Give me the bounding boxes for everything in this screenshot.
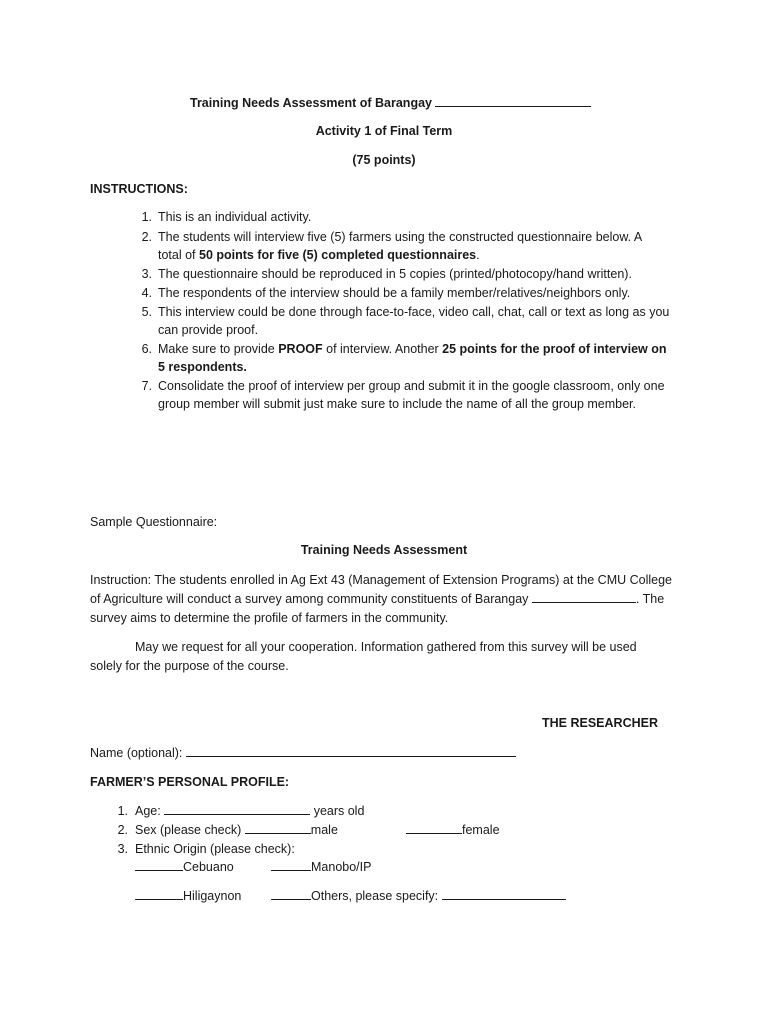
ethnic-label: Ethnic Origin (please check): <box>135 842 295 856</box>
item-number: 1. <box>141 210 152 224</box>
instruction-item <box>0 265 768 285</box>
instruction-item <box>0 228 768 266</box>
intro-line-2 <box>90 590 664 608</box>
item-number: 3. <box>117 842 128 856</box>
instruction-item <box>0 340 768 378</box>
female-option: female <box>462 823 500 837</box>
item-text: This interview could be done through face-to-face, video call, chat, call or text as long as you <box>158 305 670 319</box>
age-label: Age: <box>135 804 161 818</box>
item-text: The respondents of the interview should be a family member/relatives/neighbors only. <box>158 286 631 300</box>
manobo-blank <box>271 858 311 871</box>
cebuano-label: Cebuano <box>183 860 234 874</box>
profile-item-sex <box>0 821 768 841</box>
profile-item-ethnic <box>0 840 768 860</box>
item-text-line2: group member will submit just make sure to include the name of all the group member. <box>158 397 637 411</box>
title-text: Training Needs Assessment of Barangay <box>190 96 432 110</box>
text-run: of interview. Another <box>322 342 443 356</box>
points-heading: (75 points) <box>352 153 416 167</box>
item-number: 7. <box>141 379 152 393</box>
option-others <box>271 887 566 905</box>
profile-heading: FARMER’S PERSONAL PROFILE: <box>90 775 290 789</box>
profile-item-age <box>0 802 768 822</box>
cebuano-blank <box>135 858 183 871</box>
item-number: 6. <box>141 342 152 356</box>
text-run: . <box>476 248 480 262</box>
age-blank <box>164 802 310 815</box>
option-cebuano <box>135 858 234 876</box>
barangay-blank <box>435 94 591 107</box>
instruction-item <box>0 284 768 304</box>
signature-researcher: THE RESEARCHER <box>542 716 658 730</box>
hiligaynon-blank <box>135 887 183 900</box>
bold-run: 25 points for the proof of interview on <box>442 342 667 356</box>
instruction-item <box>0 208 768 228</box>
text-run: Make sure to provide <box>158 342 279 356</box>
document-title <box>190 94 591 112</box>
others-label: Others, please specify: <box>311 889 439 903</box>
text-run: of Agriculture will conduct a survey among community constituents of Barangay <box>90 592 529 606</box>
item-number: 4. <box>141 286 152 300</box>
item-text-line2 <box>158 246 480 264</box>
text-run: total of <box>158 248 199 262</box>
intro-line-1: Instruction: The students enrolled in Ag Ext 43 (Management of Extension Programs) at the CMU College <box>90 573 673 587</box>
activity-heading: Activity 1 of Final Term <box>315 124 453 138</box>
item-text: This is an individual activity. <box>158 210 312 224</box>
item-text-line2: 5 respondents. <box>158 360 247 374</box>
instruction-item <box>0 377 768 415</box>
item-number: 2. <box>141 230 152 244</box>
age-field <box>135 802 364 820</box>
instruction-item <box>0 303 768 341</box>
item-number: 1. <box>117 804 128 818</box>
bold-run: PROOF <box>278 342 323 356</box>
option-hiligaynon <box>135 887 241 905</box>
others-specify-blank <box>442 887 566 900</box>
female-field <box>406 821 500 839</box>
female-blank <box>406 821 462 834</box>
name-blank <box>186 744 516 757</box>
request-line-2: solely for the purpose of the course. <box>90 659 289 673</box>
item-text: The students will interview five (5) farmers using the constructed questionnaire below. A <box>158 230 643 244</box>
item-text: Consolidate the proof of interview per group and submit it in the google classroom, only one <box>158 379 665 393</box>
male-blank <box>245 821 311 834</box>
request-line-1: May we request for all your cooperation. Information gathered from this survey will be used <box>135 640 637 654</box>
male-option: male <box>310 823 338 837</box>
instructions-heading: INSTRUCTIONS: <box>90 182 188 196</box>
item-number: 5. <box>141 305 152 319</box>
age-suffix: years old <box>313 804 365 818</box>
name-field <box>90 744 516 762</box>
text-run: . The <box>635 592 665 606</box>
questionnaire-title: Training Needs Assessment <box>300 543 468 557</box>
name-label: Name (optional): <box>90 746 183 760</box>
intro-line-3: survey aims to determine the profile of farmers in the community. <box>90 611 449 625</box>
manobo-label: Manobo/IP <box>311 860 372 874</box>
item-text: The questionnaire should be reproduced in 5 copies (printed/photocopy/hand written). <box>158 267 632 281</box>
item-number: 3. <box>141 267 152 281</box>
item-text <box>158 340 666 358</box>
others-blank <box>271 887 311 900</box>
sex-label: Sex (please check) <box>135 823 242 837</box>
bold-run: 50 points for five (5) completed questionnaires <box>199 248 477 262</box>
sample-label: Sample Questionnaire: <box>90 515 218 529</box>
barangay-blank <box>532 590 636 603</box>
item-text-line2: can provide proof. <box>158 323 259 337</box>
item-number: 2. <box>117 823 128 837</box>
hiligaynon-label: Hiligaynon <box>183 889 242 903</box>
sex-field <box>135 821 338 839</box>
option-manobo <box>271 858 371 876</box>
